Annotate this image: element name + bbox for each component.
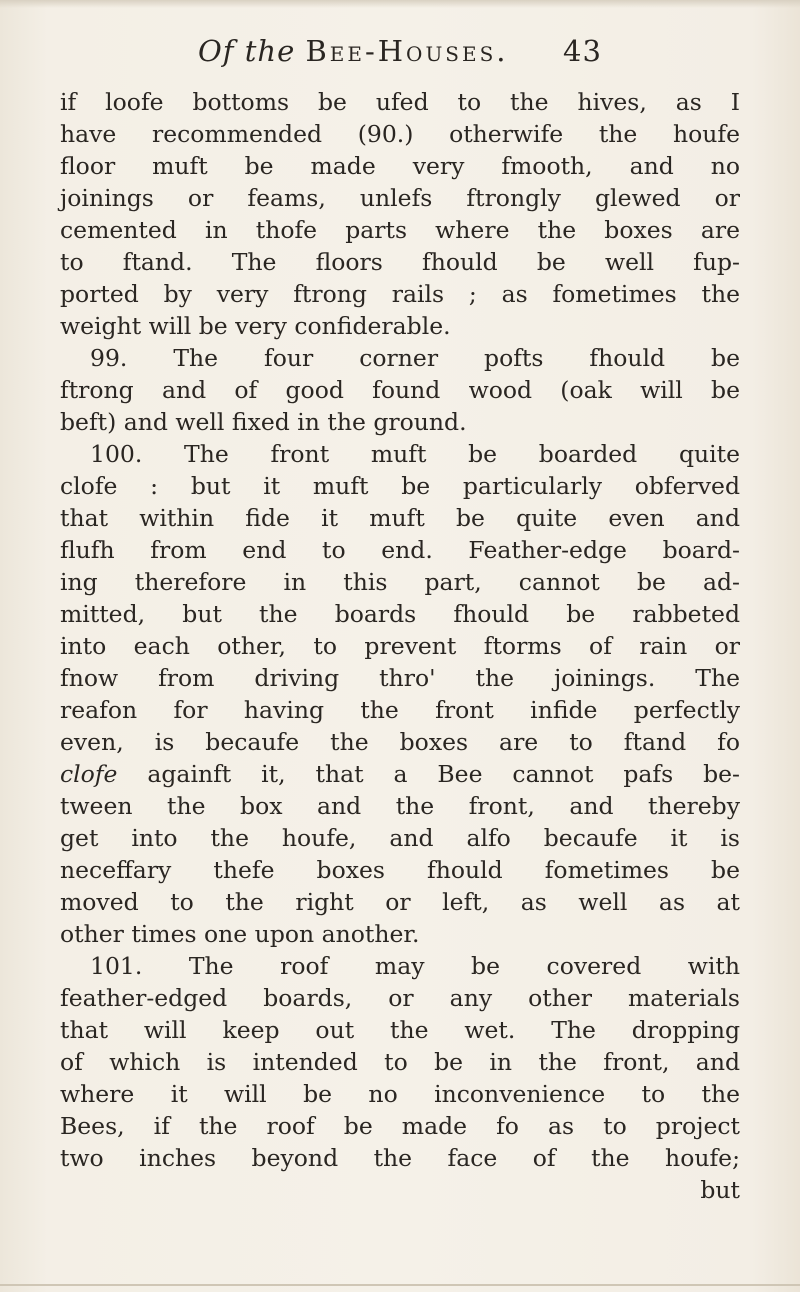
text-line: tween the box and the front, and thereby <box>60 792 740 820</box>
paragraph-100-start: 100. The front muft be boarded quite <box>90 440 740 468</box>
text-line: even, is becaufe the boxes are to ftand fo <box>60 728 740 756</box>
running-title-of: Of <box>198 34 235 68</box>
text-line: joinings or feams, unlefs ftrongly glewed or <box>60 184 740 212</box>
text-line: ing therefore in this part, cannot be ad- <box>60 568 740 596</box>
catchword: but <box>700 1176 740 1204</box>
page-top-edge <box>0 0 800 8</box>
text-line: to ftand. The floors fhould be well fup- <box>60 248 740 276</box>
running-header <box>198 34 608 78</box>
running-title <box>198 34 509 68</box>
text-line: feather-edged boards, or any other materials <box>60 984 740 1012</box>
text-line: cemented in thofe parts where the boxes are <box>60 216 740 244</box>
text-line: that will keep out the wet. The dropping <box>60 1016 740 1044</box>
running-title-the: the <box>234 34 306 68</box>
text-line: other times one upon another. <box>60 920 420 948</box>
text-line: flufh from end to end. Feather-edge board- <box>60 536 740 564</box>
text-line: of which is intended to be in the front, and <box>60 1048 740 1076</box>
text-line: reafon for having the front infide perfectly <box>60 696 740 724</box>
text-line: fnow from driving thro' the joinings. The <box>60 664 740 692</box>
text-line: where it will be no inconvenience to the <box>60 1080 740 1108</box>
text-line: beft) and well fixed in the ground. <box>60 408 467 436</box>
text-line: Bees, if the roof be made fo as to project <box>60 1112 740 1140</box>
text-line: mitted, but the boards fhould be rabbeted <box>60 600 740 628</box>
text-line: ftrong and of good found wood (oak will be <box>60 376 740 404</box>
paragraph-99-start: 99. The four corner pofts fhould be <box>90 344 740 372</box>
text-line: get into the houfe, and alfo becaufe it is <box>60 824 740 852</box>
body-text <box>60 86 740 1206</box>
page-bottom-edge <box>0 1284 800 1286</box>
text-line: if loofe bottoms be ufed to the hives, as I <box>60 88 740 116</box>
text-line: moved to the right or left, as well as at <box>60 888 740 916</box>
text-line-rest: againft it, that a Bee cannot pafs be- <box>147 760 740 788</box>
text-line: ported by very ftrong rails ; as fometimes the <box>60 280 740 308</box>
text-line: into each other, to prevent ftorms of rain or <box>60 632 740 660</box>
text-line: that within fide it muft be quite even and <box>60 504 740 532</box>
text-line: have recommended (90.) otherwife the houfe <box>60 120 740 148</box>
text-line: weight will be very confiderable. <box>60 312 451 340</box>
italic-word: clofe <box>60 760 118 788</box>
text-line: clofe : but it muft be particularly obferved <box>60 472 740 500</box>
paragraph-101-start: 101. The roof may be covered with <box>90 952 740 980</box>
text-line-italic <box>60 758 740 790</box>
text-line: neceffary thefe boxes fhould fometimes be <box>60 856 740 884</box>
page-number: 43 <box>563 34 602 68</box>
text-line: floor muft be made very fmooth, and no <box>60 152 740 180</box>
text-line: two inches beyond the face of the houfe; <box>60 1144 740 1172</box>
running-title-main: Bee-Houses. <box>305 34 509 68</box>
